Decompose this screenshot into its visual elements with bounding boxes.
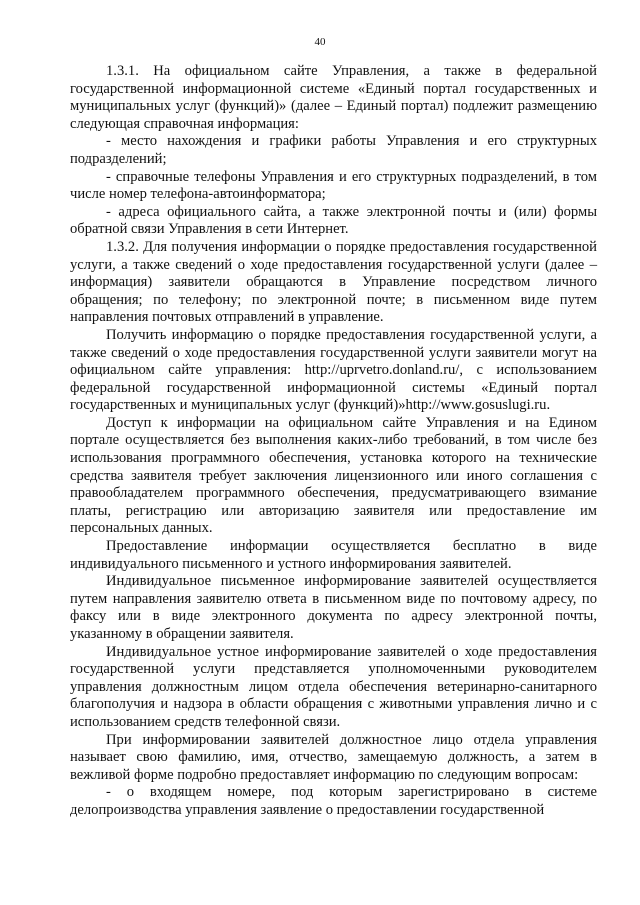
list-item-addresses: - адреса официального сайта, а также электронной почты и (или) формы обратной связи Управления в сети Интернет.	[70, 203, 597, 238]
paragraph-website-info: Получить информацию о порядке предоставления государственной услуги, а также сведений о ходе предоставления государственной услуги заявители могут на официальном сайте управления: http://uprvetro.donland.ru/, с использованием федеральной государственной информационной системы «Единый портал государственных и муниципальных услуг (функций)»http://www.gosuslugi.ru.	[70, 326, 597, 414]
paragraph-oral-info: Индивидуальное устное информирование заявителей о ходе предоставления государственной услуги представляется уполномоченными руководителем управления должностным лицом отдела обеспечения ветеринарно-санитарного благополучия и надзора в области обращения с животными управления лично и с использованием средств телефонной связи.	[70, 643, 597, 730]
paragraph-officer-info: При информировании заявителей должностное лицо отдела управления называет свою фамилию, имя, отчество, замещаемую должность, а затем в вежливой форме подробно предоставляет информацию по следующим вопросам:	[70, 731, 597, 783]
paragraph-1-3-1: 1.3.1. На официальном сайте Управления, а также в федеральной государственной информационной системе «Единый портал государственных и муниципальных услуг (функций)» (далее – Единый портал) подлежит размещению следующая справочная информация:	[70, 63, 597, 132]
page-number: 40	[314, 36, 326, 48]
paragraph-written-info: Индивидуальное письменное информирование заявителей осуществляется путем направления заявителю ответа в письменном виде по почтовому адресу, по факсу или в виде электронного документа по адресу электронной почты, указанному в обращении заявителя.	[70, 573, 597, 642]
list-item-location: - место нахождения и графики работы Управления и его структурных подразделений;	[70, 133, 597, 167]
paragraph-1-3-2: 1.3.2. Для получения информации о порядке предоставления государственной услуги, а также сведений о ходе предоставления государственной услуги (далее – информация) заявители обращаются в Управление посредством личного обращения; по телефону; по электронной почте; в письменном виде путем направления почтовых отправлений в управление.	[70, 238, 597, 326]
list-item-incoming-number: - о входящем номере, под которым зарегистрировано в системе делопроизводства управления заявление о предоставлении государственной	[70, 784, 597, 818]
paragraph-access: Доступ к информации на официальном сайте Управления и на Едином портале осуществляется без выполнения каких-либо требований, в том числе без использования программного обеспечения, установка которого на технические средства заявителя требует заключения лицензионного или иного соглашения с правообладателем программного обеспечения, предусматривающего взимание платы, регистрацию или авторизацию заявителя или предоставление им персональных данных.	[70, 414, 597, 537]
list-item-phones: - справочные телефоны Управления и его структурных подразделений, в том числе номер телефона-автоинформатора;	[70, 168, 597, 203]
document-body	[70, 63, 597, 820]
paragraph-free-info: Предоставление информации осуществляется бесплатно в виде индивидуального письменного и устного информирования заявителей.	[70, 538, 597, 572]
